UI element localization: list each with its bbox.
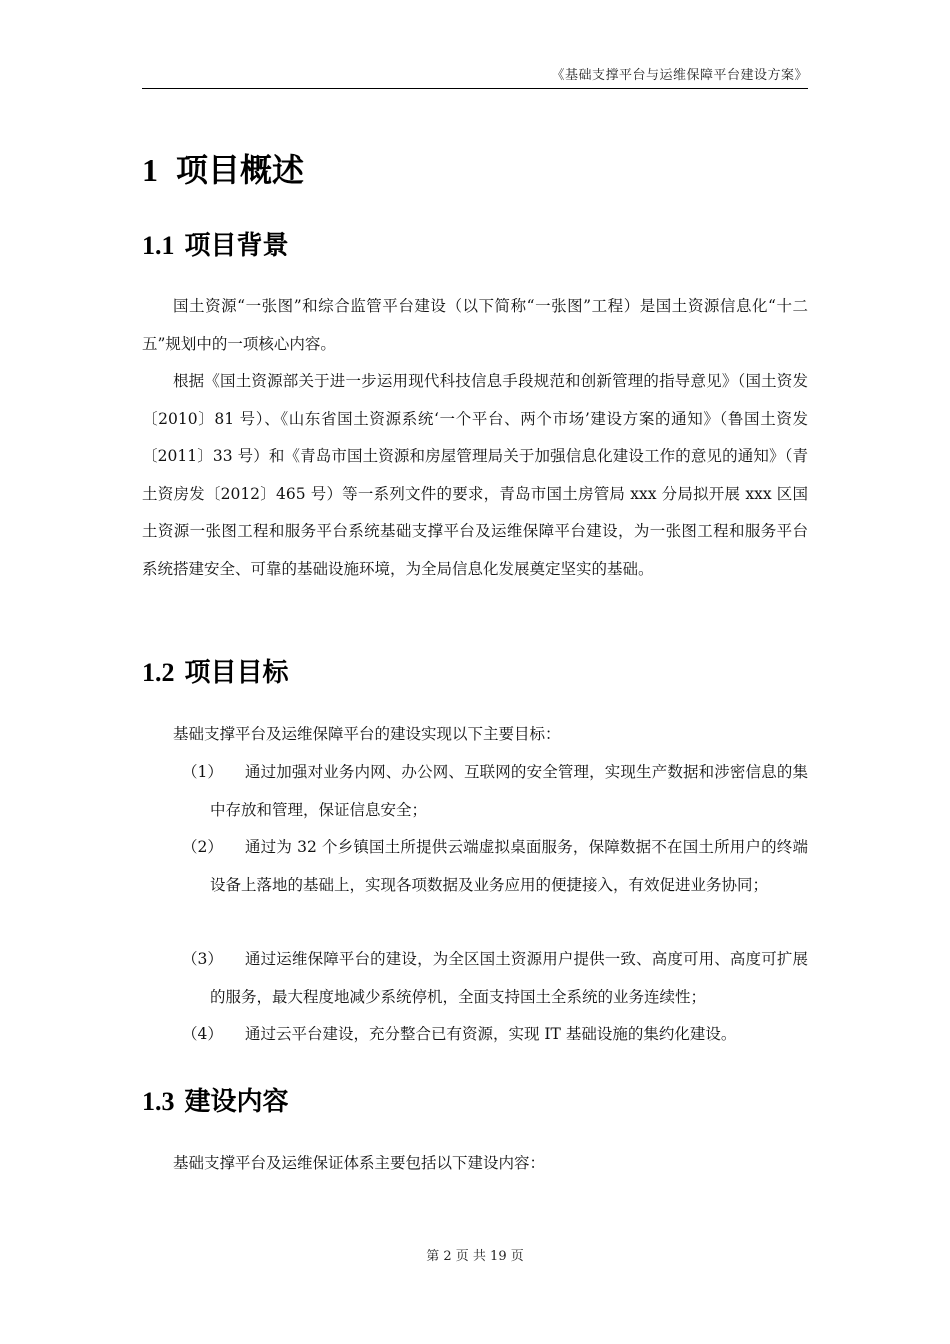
goal-marker: （2） (182, 838, 223, 856)
page-footer: 第 2 页 共 19 页 (426, 1249, 524, 1264)
goal-item (142, 829, 808, 904)
goal-text: 通过加强对业务内网、办公网、互联网的安全管理，实现生产数据和涉密信息的集中存放和管理，保证信息安全； (210, 763, 808, 819)
goal-text: 通过云平台建设，充分整合已有资源，实现 IT 基础设施的集约化建设。 (245, 1025, 737, 1043)
section-number: 1.1 (142, 231, 175, 260)
goals-intro: 基础支撑平台及运维保障平台的建设实现以下主要目标： (173, 725, 561, 743)
section-title: 项目目标 (184, 658, 289, 688)
section-heading-1-3 (142, 1081, 289, 1118)
section-heading-1-2 (142, 652, 289, 689)
running-header: 《基础支撑平台与运维保障平台建设方案》 (551, 68, 808, 83)
section-number: 1.3 (142, 1087, 175, 1116)
goal-marker: （4） (182, 1025, 223, 1043)
goal-item (142, 941, 808, 1016)
chapter-heading (142, 145, 304, 191)
section-title: 建设内容 (184, 1087, 289, 1117)
section-number: 1.2 (142, 658, 175, 687)
goal-marker: （1） (182, 763, 223, 781)
background-paragraph-1: 国土资源“一张图”和综合监管平台建设（以下简称“一张图”工程）是国土资源信息化“十二五”规划中的一项核心内容。 (142, 297, 808, 353)
goal-item (142, 1016, 808, 1054)
background-paragraph-2: 根据《国土资源部关于进一步运用现代科技信息手段规范和创新管理的指导意见》（国土资发〔2010〕81 号）、《山东省国土资源系统‘一个平台、两个市场’建设方案的通知》（鲁国土资发〔2011〕33 号）和《青岛市国土资源和房屋管理局关于加强信息化建设工作的意见的通知》（青土资房发〔2012〕465 号）等一系列文件的要求，青岛市国土房管局 xxx 分局拟开展 xxx 区国土资源一张图工程和服务平台系统基础支撑平台及运维保障平台建设，为一张图工程和服务平台系统搭建安全、可靠的基础设施环境，为全局信息化发展奠定坚实的基础。 (142, 372, 808, 578)
goal-text: 通过运维保障平台的建设，为全区国土资源用户提供一致、高度可用、高度可扩展的服务，最大程度地减少系统停机，全面支持国土全系统的业务连续性； (210, 950, 808, 1006)
section-title: 项目背景 (184, 231, 289, 261)
goal-marker: （3） (182, 950, 223, 968)
chapter-number: 1 (142, 152, 158, 188)
goal-item (142, 754, 808, 829)
goal-text: 通过为 32 个乡镇国土所提供云端虚拟桌面服务，保障数据不在国土所用户的终端设备上落地的基础上，实现各项数据及业务应用的便捷接入，有效促进业务协同； (210, 838, 808, 894)
header-rule (142, 88, 808, 89)
content-intro: 基础支撑平台及运维保证体系主要包括以下建设内容： (173, 1154, 546, 1172)
section-heading-1-1 (142, 225, 289, 262)
chapter-title: 项目概述 (176, 151, 305, 189)
